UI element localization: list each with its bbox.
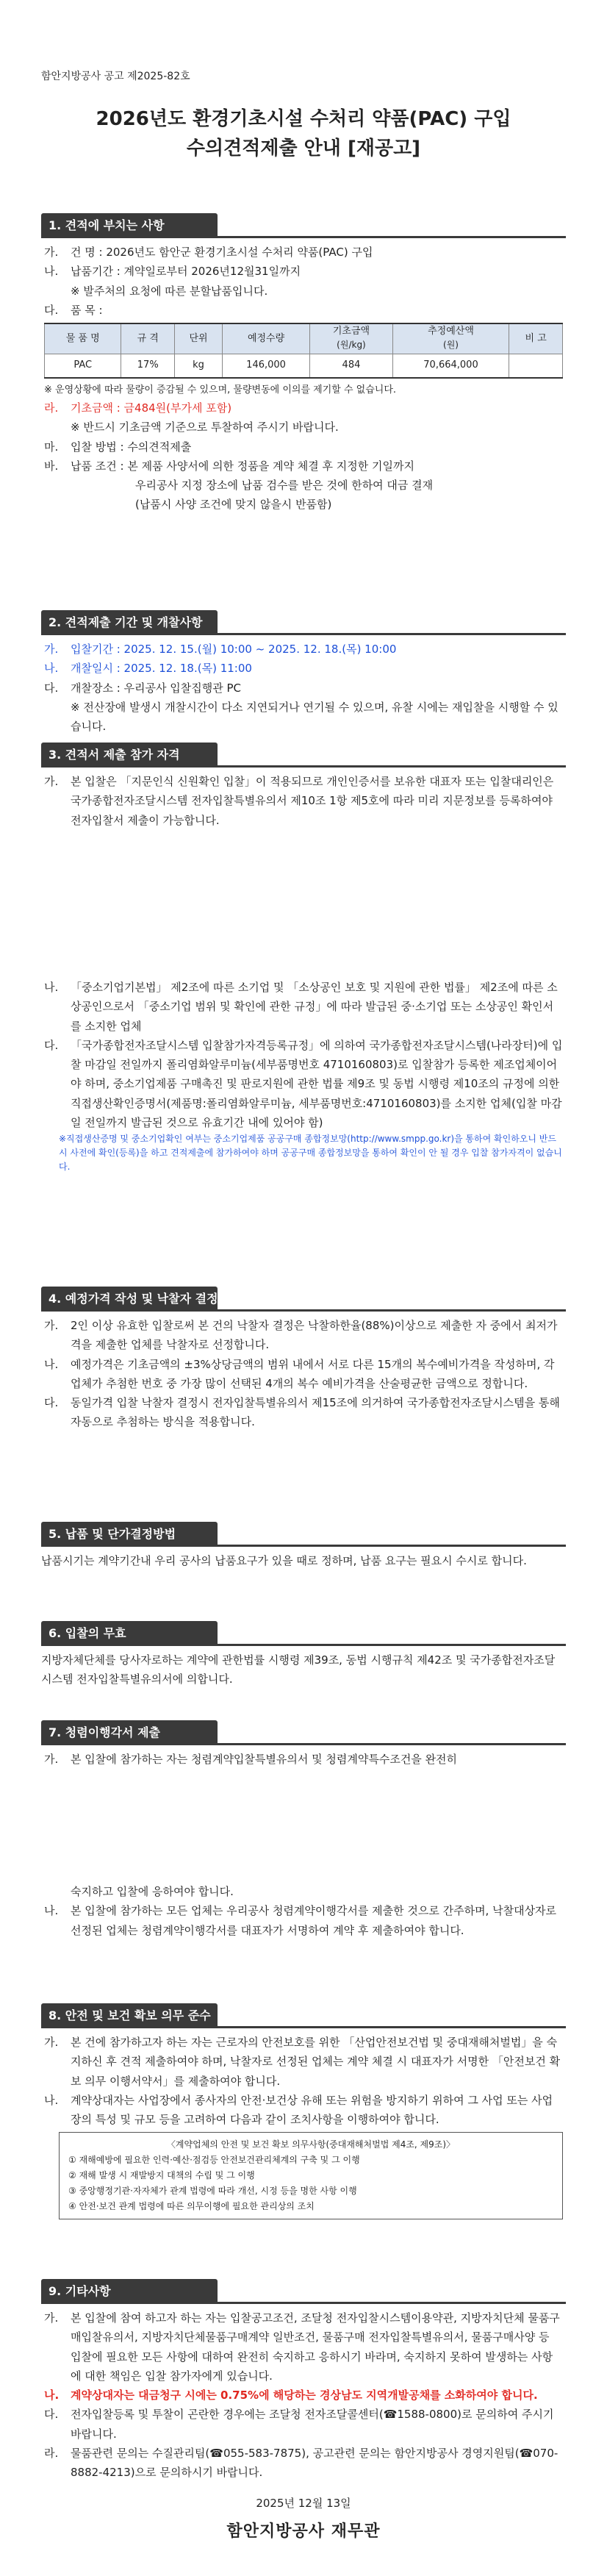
table-row bbox=[45, 354, 563, 378]
section-2-title: 2. 견적제출 기간 및 개찰사항 bbox=[49, 615, 203, 629]
table-cell: 70,664,000 bbox=[392, 354, 509, 378]
table-header: 물 품 명 bbox=[45, 323, 121, 354]
section-5-body: 납품시기는 계약기간내 우리 공사의 납품요구가 있을 때로 정하며, 납품 요구는 필요시 수시로 합니다. bbox=[41, 1554, 527, 1567]
notice-number: 함안지방공사 공고 제2025-82호 bbox=[41, 71, 190, 82]
item-marker: 다. bbox=[44, 303, 59, 317]
table-cell: kg bbox=[175, 354, 223, 378]
section-6-body: 지방자체단체를 당사자로하는 계약에 관한법률 시행령 제39조, 동법 시행규칙 제42조 및 국가종합전자조달시스템 전자입찰특별유의서에 의합니다. bbox=[41, 1653, 556, 1686]
item-name: 건 명 : 2026년도 함안군 환경기초시설 수처리 약품(PAC) 구입 bbox=[71, 246, 373, 259]
table-cell: 17% bbox=[121, 354, 175, 378]
notice-date: 2025년 12월 13일 bbox=[256, 2497, 351, 2510]
list-item: ① 재해예방에 필요한 인력·예산·점검등 안전보건관리체계의 구축 및 그 이행 bbox=[68, 2155, 360, 2166]
opening-note: ※ 전산장애 발생시 개찰시간이 다소 지연되거나 연기될 수 있으며, 유찰 시에는 재입찰을 시행할 수 있습니다. bbox=[71, 700, 558, 733]
table-note: ※ 운영상황에 따라 물량이 증감될 수 있으며, 물량변동에 이의를 제기할 수 없습니다. bbox=[44, 384, 397, 396]
item-marker: 가. bbox=[44, 775, 59, 788]
item-marker: 나. bbox=[44, 1904, 59, 1918]
product-table bbox=[44, 323, 563, 379]
section-6-header bbox=[41, 1621, 566, 1646]
section-3-body bbox=[44, 772, 563, 830]
qualification-a: 본 입찰은 「지문인식 신원확인 입찰」이 적용되므로 개인인증서를 보유한 대표자 또는 입찰대리인은 국가종합전자조달시스템 전자입찰특별유의서 제10조 1항 제5호에 따라 미리 지문정보를 등록하여야 전자입찰서 제출이 가능합니다. bbox=[71, 775, 554, 827]
table-header: 단위 bbox=[175, 323, 223, 354]
title-line-2: 수의견적제출 안내 [재공고] bbox=[186, 137, 421, 160]
qualification-c: 「국가종합전자조달시스템 입찰참가자격등록규정」에 의하여 국가종합전자조달시스템(나라장터)에 입찰 마감일 전일까지 폴리염화알루미늄(세부품명번호 4710160803)로 입찰참가 등록한 제조업체이어야 하며, 중소기업제품 구매촉진 및 판로지원에 관한 법률 제9조 및 동법 시행령 제10조의 규정에 의한 직접생산확인증명서(제품명:폴리염화알루미늄, 세부품명번호:4710160803)를 소지한 업체(입찰 마감일 전일까지 발급된 것으로 유효기간 내에 있어야 함) bbox=[71, 1038, 563, 1129]
list-item: ④ 안전·보건 관계 법령에 따른 의무이행에 필요한 관리상의 조치 bbox=[68, 2201, 315, 2212]
bid-period: 입찰기간 : 2025. 12. 15.(월) 10:00 ~ 2025. 12. 18.(목) 10:00 bbox=[71, 643, 397, 656]
section-1-title: 1. 견적에 부치는 사항 bbox=[49, 218, 165, 232]
opening-place: 개찰장소 : 우리공사 입찰집행관 PC bbox=[71, 681, 242, 695]
item-marker: 다. bbox=[44, 1038, 59, 1052]
item-marker: 바. bbox=[44, 459, 59, 473]
base-price: 기초금액 : 금484원(부가세 포함) bbox=[71, 401, 232, 415]
section-4-body bbox=[44, 1316, 563, 1432]
item-marker: 나. bbox=[44, 2093, 59, 2107]
misc-c: 전자입찰등록 및 투찰이 곤란한 경우에는 조달청 전자조달콜센터(☎1588-0800)로 문의하여 주시기 바랍니다. bbox=[71, 2408, 554, 2441]
integrity-pledge-a-cont: 숙지하고 입찰에 응하여야 합니다. bbox=[71, 1885, 234, 1898]
section-2-body bbox=[44, 640, 563, 736]
section-9-title: 9. 기타사항 bbox=[49, 2284, 111, 2298]
table-cell bbox=[509, 354, 563, 378]
misc-b: 계약상대자는 대금청구 시에는 0.75%에 해당하는 경상남도 지역개발공채를 소화하여야 합니다. bbox=[71, 2389, 538, 2402]
section-9-body bbox=[44, 2308, 563, 2482]
table-cell: 484 bbox=[310, 354, 393, 378]
delivery-condition: 납품 조건 : 본 제품 사양서에 의한 정품을 계약 체결 후 지정한 기일까지 bbox=[71, 459, 414, 473]
section-5-title: 5. 납품 및 단가결정방법 bbox=[49, 1527, 176, 1541]
list-item: ③ 중앙행정기관·자자체가 관계 법령에 따라 개선, 시정 등을 명한 사항 이행 bbox=[68, 2186, 357, 2197]
item-marker: 가. bbox=[44, 246, 59, 259]
list-item: ② 재해 발생 시 재발방지 대책의 수립 및 그 이행 bbox=[68, 2170, 255, 2181]
section-1-body bbox=[44, 243, 563, 515]
item-marker: 나. bbox=[44, 981, 59, 994]
item-marker: 가. bbox=[44, 2036, 59, 2049]
section-3-title: 3. 견적서 제출 참가 자격 bbox=[49, 748, 180, 762]
item-marker: 라. bbox=[44, 401, 59, 415]
table-header: 예정수량 bbox=[222, 323, 309, 354]
section-3-body-cont bbox=[44, 978, 563, 1175]
section-2-header bbox=[41, 610, 566, 635]
item-marker: 나. bbox=[44, 662, 59, 676]
table-header: 규 격 bbox=[121, 323, 175, 354]
table-cell: 146,000 bbox=[222, 354, 309, 378]
item-marker: 라. bbox=[44, 2446, 59, 2460]
table-header: 기초금액 (원/kg) bbox=[310, 323, 393, 354]
item-marker: 다. bbox=[44, 1396, 59, 1409]
safety-duty-a: 본 건에 참가하고자 하는 자는 근로자의 안전보호를 위한 「산업안전보건법 및 중대재해처벌법」을 숙지하신 후 견적 제출하여야 하며, 낙찰자로 선정된 업체는 계약 체결 시 대표자가 서명한 「안전보건 확보 의무 이행서약서」를 제출하여야 합니다. bbox=[71, 2036, 561, 2088]
misc-d: 물품관련 문의는 수질관리팀(☎055-583-7875), 공고관련 문의는 함안지방공사 경영지원팀(☎070-8882-4213)으로 문의하시기 바랍니다. bbox=[71, 2446, 558, 2479]
section-4-header bbox=[41, 1287, 566, 1312]
item-marker: 다. bbox=[44, 681, 59, 695]
safety-duty-b: 계약상대자는 사업장에서 종사자의 안전·보건상 유해 또는 위험을 방지하기 위하여 그 사업 또는 사업장의 특성 및 규모 등을 고려하여 다음과 같이 조치사항을 이행하여야 합니다. bbox=[71, 2093, 553, 2126]
table-header: 추정예산액 (원) bbox=[392, 323, 509, 354]
safety-obligations-box bbox=[59, 2132, 563, 2219]
section-8-header bbox=[41, 2003, 566, 2028]
base-note: ※ 반드시 기초금액 기준으로 투찰하여 주시기 바랍니다. bbox=[71, 421, 339, 434]
section-1-header bbox=[41, 213, 566, 238]
item-label: 품 목 : bbox=[71, 303, 103, 317]
delivery-condition-line: 우리공사 지정 장소에 납품 검수를 받은 것에 한하여 대금 결재 bbox=[135, 479, 434, 493]
issuer-name: 함안지방공사 재무관 bbox=[226, 2522, 381, 2541]
table-cell: PAC bbox=[45, 354, 121, 378]
delivery-condition-line: (납품시 사양 조건에 맞지 않을시 반품함) bbox=[135, 498, 332, 512]
bid-method: 입찰 방법 : 수의견적제출 bbox=[71, 440, 192, 454]
section-8-body bbox=[44, 2033, 563, 2219]
title-line-1: 2026년도 환경기초시설 수처리 약품(PAC) 구입 bbox=[96, 108, 511, 130]
item-marker: 가. bbox=[44, 643, 59, 656]
section-6-title: 6. 입찰의 무효 bbox=[49, 1626, 126, 1640]
item-marker: 나. bbox=[44, 1357, 59, 1371]
delivery-note: ※ 발주처의 요청에 따른 분할납품입니다. bbox=[71, 284, 268, 298]
delivery-period: 납품기간 : 계약일로부터 2026년12월31일까지 bbox=[71, 265, 301, 279]
misc-a: 본 입찰에 참여 하고자 하는 자는 입찰공고조건, 조달청 전자입찰시스템이용약관, 지방자치단체 물품구매입찰유의서, 지방자치단체물품구매계약 일반조건, 물품구매 전자입찰특별유의서, 물품구매사양 등 입찰에 필요한 모든 사항에 대하여 완전히 숙지하고 응하시기 바라며, 숙지하지 못하여 발생하는 사항에 대한 책임은 입찰 참가자에게 있습니다. bbox=[71, 2311, 560, 2383]
section-5-header bbox=[41, 1522, 566, 1547]
item-marker: 마. bbox=[44, 440, 59, 454]
award-method: 2인 이상 유효한 입찰로써 본 건의 낙찰자 결정은 낙찰하한율(88%)이상으로 제출한 자 중에서 최저가격을 제출한 업체를 낙찰자로 선정합니다. bbox=[71, 1319, 558, 1352]
section-4-title: 4. 예정가격 작성 및 낙찰자 결정방법 bbox=[49, 1292, 241, 1306]
estimated-price: 예정가격은 기초금액의 ±3%상당금액의 범위 내에서 서로 다른 15개의 복수예비가격을 작성하며, 각 업체가 추첨한 번호 중 가장 많이 선택된 4개의 복수 예비가격을 산술평균한 금액으로 정합니다. bbox=[71, 1357, 555, 1390]
section-7-body bbox=[44, 1750, 563, 1769]
item-marker: 가. bbox=[44, 2311, 59, 2325]
table-header: 비 고 bbox=[509, 323, 563, 354]
integrity-pledge-b: 본 입찰에 참가하는 모든 업체는 우리공사 청렴계약이행각서를 제출한 것으로 간주하며, 낙찰대상자로 선정된 업체는 청렴계약이행각서를 대표자가 서명하여 계약 후 제출하여야 합니다. bbox=[71, 1904, 557, 1937]
section-7-body-cont bbox=[44, 1882, 563, 1940]
page-title bbox=[0, 104, 607, 164]
tie-break-rule: 동일가격 입찰 낙찰자 결정시 전자입찰특별유의서 제15조에 의거하여 국가종합전자조달시스템을 통해 자동으로 추첨하는 방식을 적용합니다. bbox=[71, 1396, 560, 1429]
section-3-header bbox=[41, 743, 566, 768]
section-7-title: 7. 청렴이행각서 제출 bbox=[49, 1725, 160, 1739]
item-marker: 나. bbox=[44, 265, 59, 279]
qualification-b: 「중소기업기본법」 제2조에 따른 소기업 및 「소상공인 보호 및 지원에 관한 법률」 제2조에 따른 소상공인으로서 「중소기업 범위 및 확인에 관한 규정」에 따라 발급된 중·소기업 또는 소상공인 확인서를 소지한 업체 bbox=[71, 981, 558, 1033]
safety-box-title: 〈계약업체의 안전 및 보건 확보 의무사항(중대재해처벌법 제4조, 제9조)〉 bbox=[166, 2139, 456, 2150]
item-marker: 다. bbox=[44, 2408, 59, 2422]
section-8-title: 8. 안전 및 보건 확보 의무 준수 bbox=[49, 2008, 211, 2022]
qualification-note: ※직접생산증명 및 중소기업확인 여부는 중소기업제품 공공구매 종합정보망(http://www.smpp.go.kr)을 통하여 확인하오니 반드시 사전에 확인(등록)을 하고 견적제출에 참가하여야 하며 공공구매 종합정보망을 통하여 확인이 안 될 경우 입찰 참가자격이 없습니다. bbox=[59, 1134, 562, 1173]
section-9-header bbox=[41, 2279, 566, 2304]
integrity-pledge-a: 본 입찰에 참가하는 자는 청렴계약입찰특별유의서 및 청렴계약특수조건을 완전히 bbox=[71, 1753, 458, 1766]
opening-datetime: 개찰일시 : 2025. 12. 18.(목) 11:00 bbox=[71, 662, 252, 676]
item-marker: 나. bbox=[44, 2389, 60, 2402]
section-7-header bbox=[41, 1720, 566, 1745]
item-marker: 가. bbox=[44, 1753, 59, 1766]
item-marker: 가. bbox=[44, 1319, 59, 1332]
